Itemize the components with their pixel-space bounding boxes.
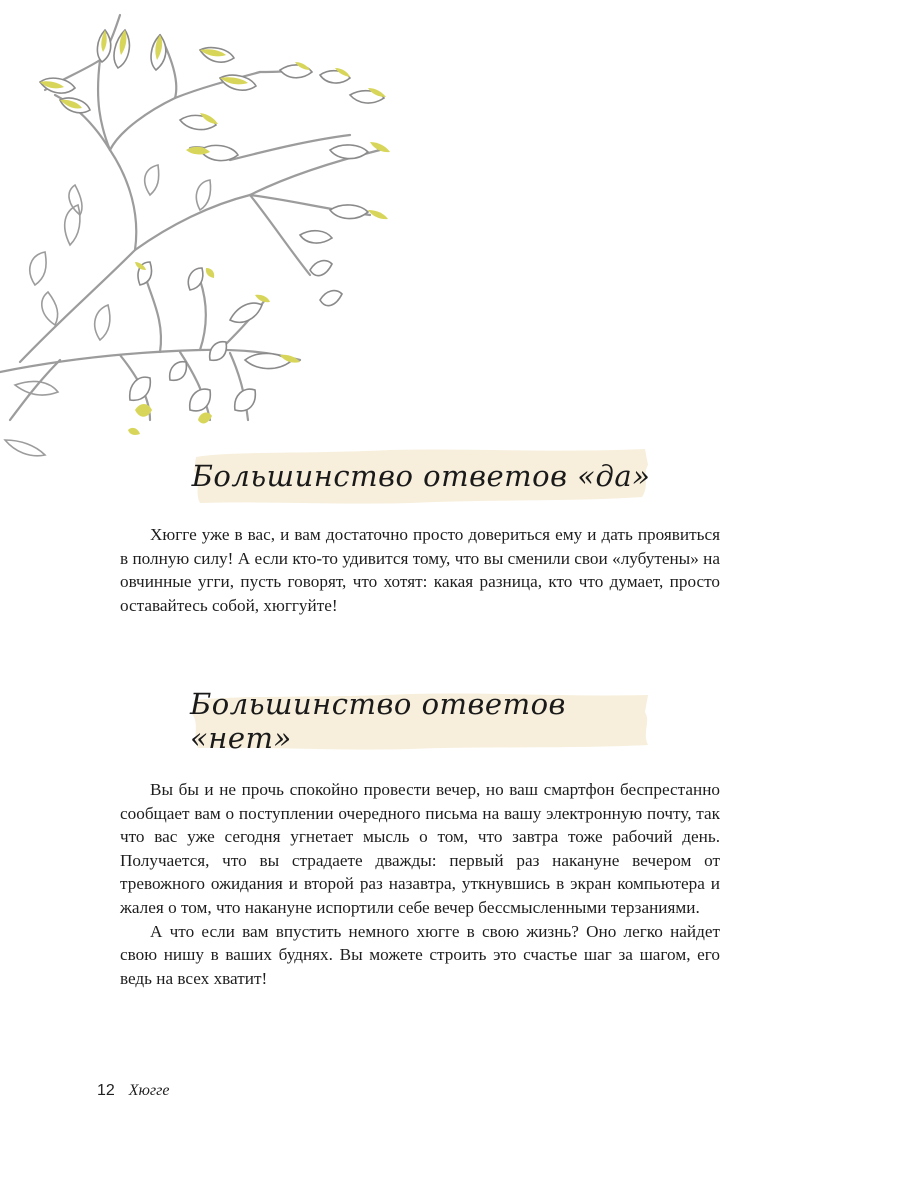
heading-yes: Большинство ответов «да»	[191, 459, 651, 493]
paragraph: Вы бы и не прочь спокойно провести вечер, но ваш смартфон беспрестанно сообщает вам о поступлении очередного письма на вашу электронную почту, так что вас уже сегодня угнетает мысль о том, что завтра тоже рабочий день. Получается, что вы страдаете дважды: первый раз накануне вечером от тревожного ожидания и второй раз назавтра, уткнувшись в экран компьютера и жалея о том, что накануне испортили себе вечер бессмысленными терзаниями.	[120, 780, 720, 917]
paragraph: Хюгге уже в вас, и вам достаточно просто довериться ему и дать проявиться в полную силу! А если кто-то удивится тому, что вы сменили свои «лубутены» на овчинные угги, пусть говорят, что хотят: какая разница, кто что думает, просто оставайтесь собой, хюггуйте!	[120, 525, 720, 615]
page-footer	[97, 1082, 169, 1100]
section-yes-body	[120, 523, 720, 617]
page-number: 12	[97, 1082, 115, 1099]
heading-yes-banner	[190, 445, 652, 507]
running-title: Хюгге	[128, 1082, 170, 1099]
heading-no: Большинство ответов «нет»	[190, 687, 566, 755]
section-no-body	[120, 778, 720, 990]
heading-no-banner	[190, 687, 652, 755]
paragraph: А что если вам впустить немного хюгге в свою жизнь? Оно легко найдет свою нишу в ваших буднях. Вы можете строить это счастье шаг за шагом, его ведь на всех хватит!	[120, 921, 720, 988]
flowering-branch-illustration	[0, 0, 420, 480]
